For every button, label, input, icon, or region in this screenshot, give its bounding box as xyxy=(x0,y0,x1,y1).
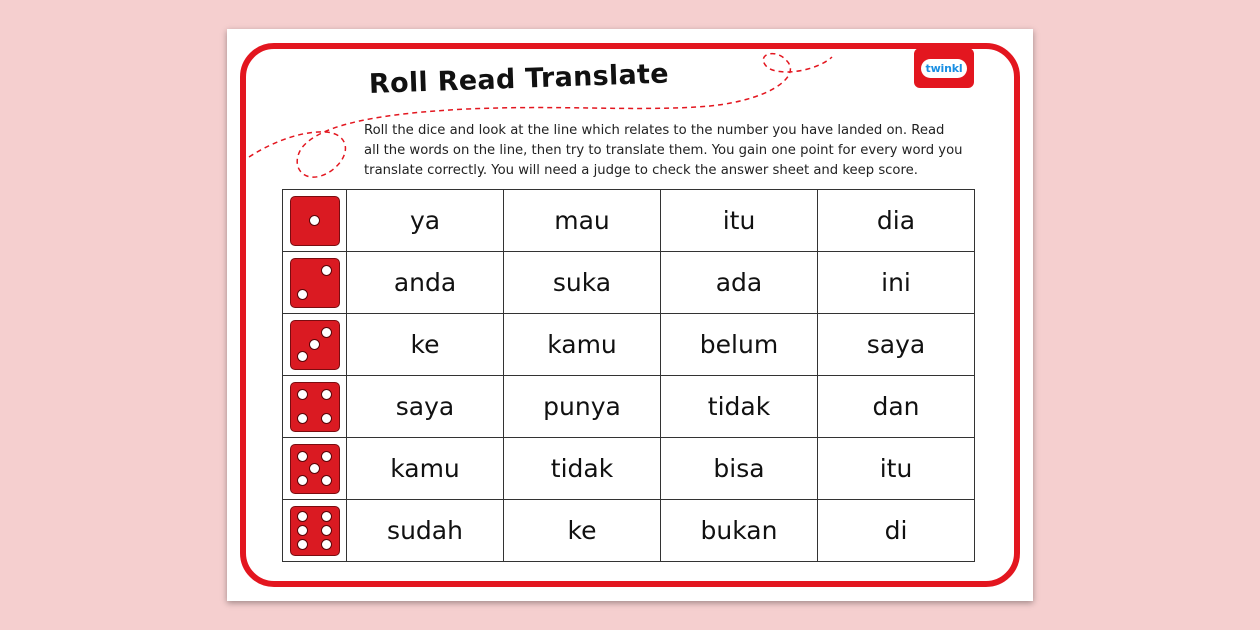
word-cell: mau xyxy=(504,190,661,252)
die-pip xyxy=(297,351,308,362)
die-pip xyxy=(297,389,308,400)
word-cell: kamu xyxy=(504,314,661,376)
word-cell: punya xyxy=(504,376,661,438)
word-cell: bukan xyxy=(661,500,818,562)
die-pip xyxy=(297,451,308,462)
die-pip xyxy=(297,525,308,536)
table-row xyxy=(283,252,975,314)
table-row xyxy=(283,314,975,376)
die-face-5-icon xyxy=(290,444,340,494)
die-pip xyxy=(321,389,332,400)
word-cell: kamu xyxy=(347,438,504,500)
word-cell: itu xyxy=(818,438,975,500)
die-cell xyxy=(283,190,347,252)
word-cell: tidak xyxy=(661,376,818,438)
die-pip xyxy=(321,265,332,276)
die-face-1-icon xyxy=(290,196,340,246)
word-table xyxy=(282,189,975,562)
die-cell xyxy=(283,252,347,314)
word-cell: ke xyxy=(504,500,661,562)
word-cell: saya xyxy=(818,314,975,376)
worksheet xyxy=(227,29,1033,601)
die-pip xyxy=(309,339,320,350)
word-cell: suka xyxy=(504,252,661,314)
die-pip xyxy=(321,327,332,338)
die-pip xyxy=(321,511,332,522)
die-pip xyxy=(297,413,308,424)
word-cell: ada xyxy=(661,252,818,314)
die-face-6-icon xyxy=(290,506,340,556)
word-cell: bisa xyxy=(661,438,818,500)
word-cell: ya xyxy=(347,190,504,252)
die-pip xyxy=(297,289,308,300)
table-row xyxy=(283,190,975,252)
die-face-2-icon xyxy=(290,258,340,308)
table-row xyxy=(283,500,975,562)
worksheet-title: Roll Read Translate xyxy=(368,58,670,100)
die-pip xyxy=(309,215,320,226)
die-pip xyxy=(321,413,332,424)
table-row xyxy=(283,438,975,500)
die-pip xyxy=(321,539,332,550)
die-pip xyxy=(297,511,308,522)
die-pip xyxy=(309,463,320,474)
die-pip xyxy=(321,475,332,486)
twinkl-logo xyxy=(914,48,974,88)
die-cell xyxy=(283,314,347,376)
word-cell: ke xyxy=(347,314,504,376)
die-face-3-icon xyxy=(290,320,340,370)
logo-text: twinkl xyxy=(921,59,968,78)
word-cell: ini xyxy=(818,252,975,314)
die-cell xyxy=(283,438,347,500)
die-pip xyxy=(321,451,332,462)
die-cell xyxy=(283,500,347,562)
word-cell: dia xyxy=(818,190,975,252)
word-cell: saya xyxy=(347,376,504,438)
die-cell xyxy=(283,376,347,438)
word-cell: dan xyxy=(818,376,975,438)
die-pip xyxy=(297,539,308,550)
die-pip xyxy=(321,525,332,536)
instructions-text: Roll the dice and look at the line which relates to the number you have landed on. Read all the words on the line, then try to translate them. You gain one point for every word you translate correctly. You will need a judge to check the answer sheet and keep score. xyxy=(364,123,963,178)
word-cell: sudah xyxy=(347,500,504,562)
die-face-4-icon xyxy=(290,382,340,432)
word-cell: di xyxy=(818,500,975,562)
word-cell: anda xyxy=(347,252,504,314)
word-cell: belum xyxy=(661,314,818,376)
table-row xyxy=(283,376,975,438)
word-cell: tidak xyxy=(504,438,661,500)
word-cell: itu xyxy=(661,190,818,252)
die-pip xyxy=(297,475,308,486)
